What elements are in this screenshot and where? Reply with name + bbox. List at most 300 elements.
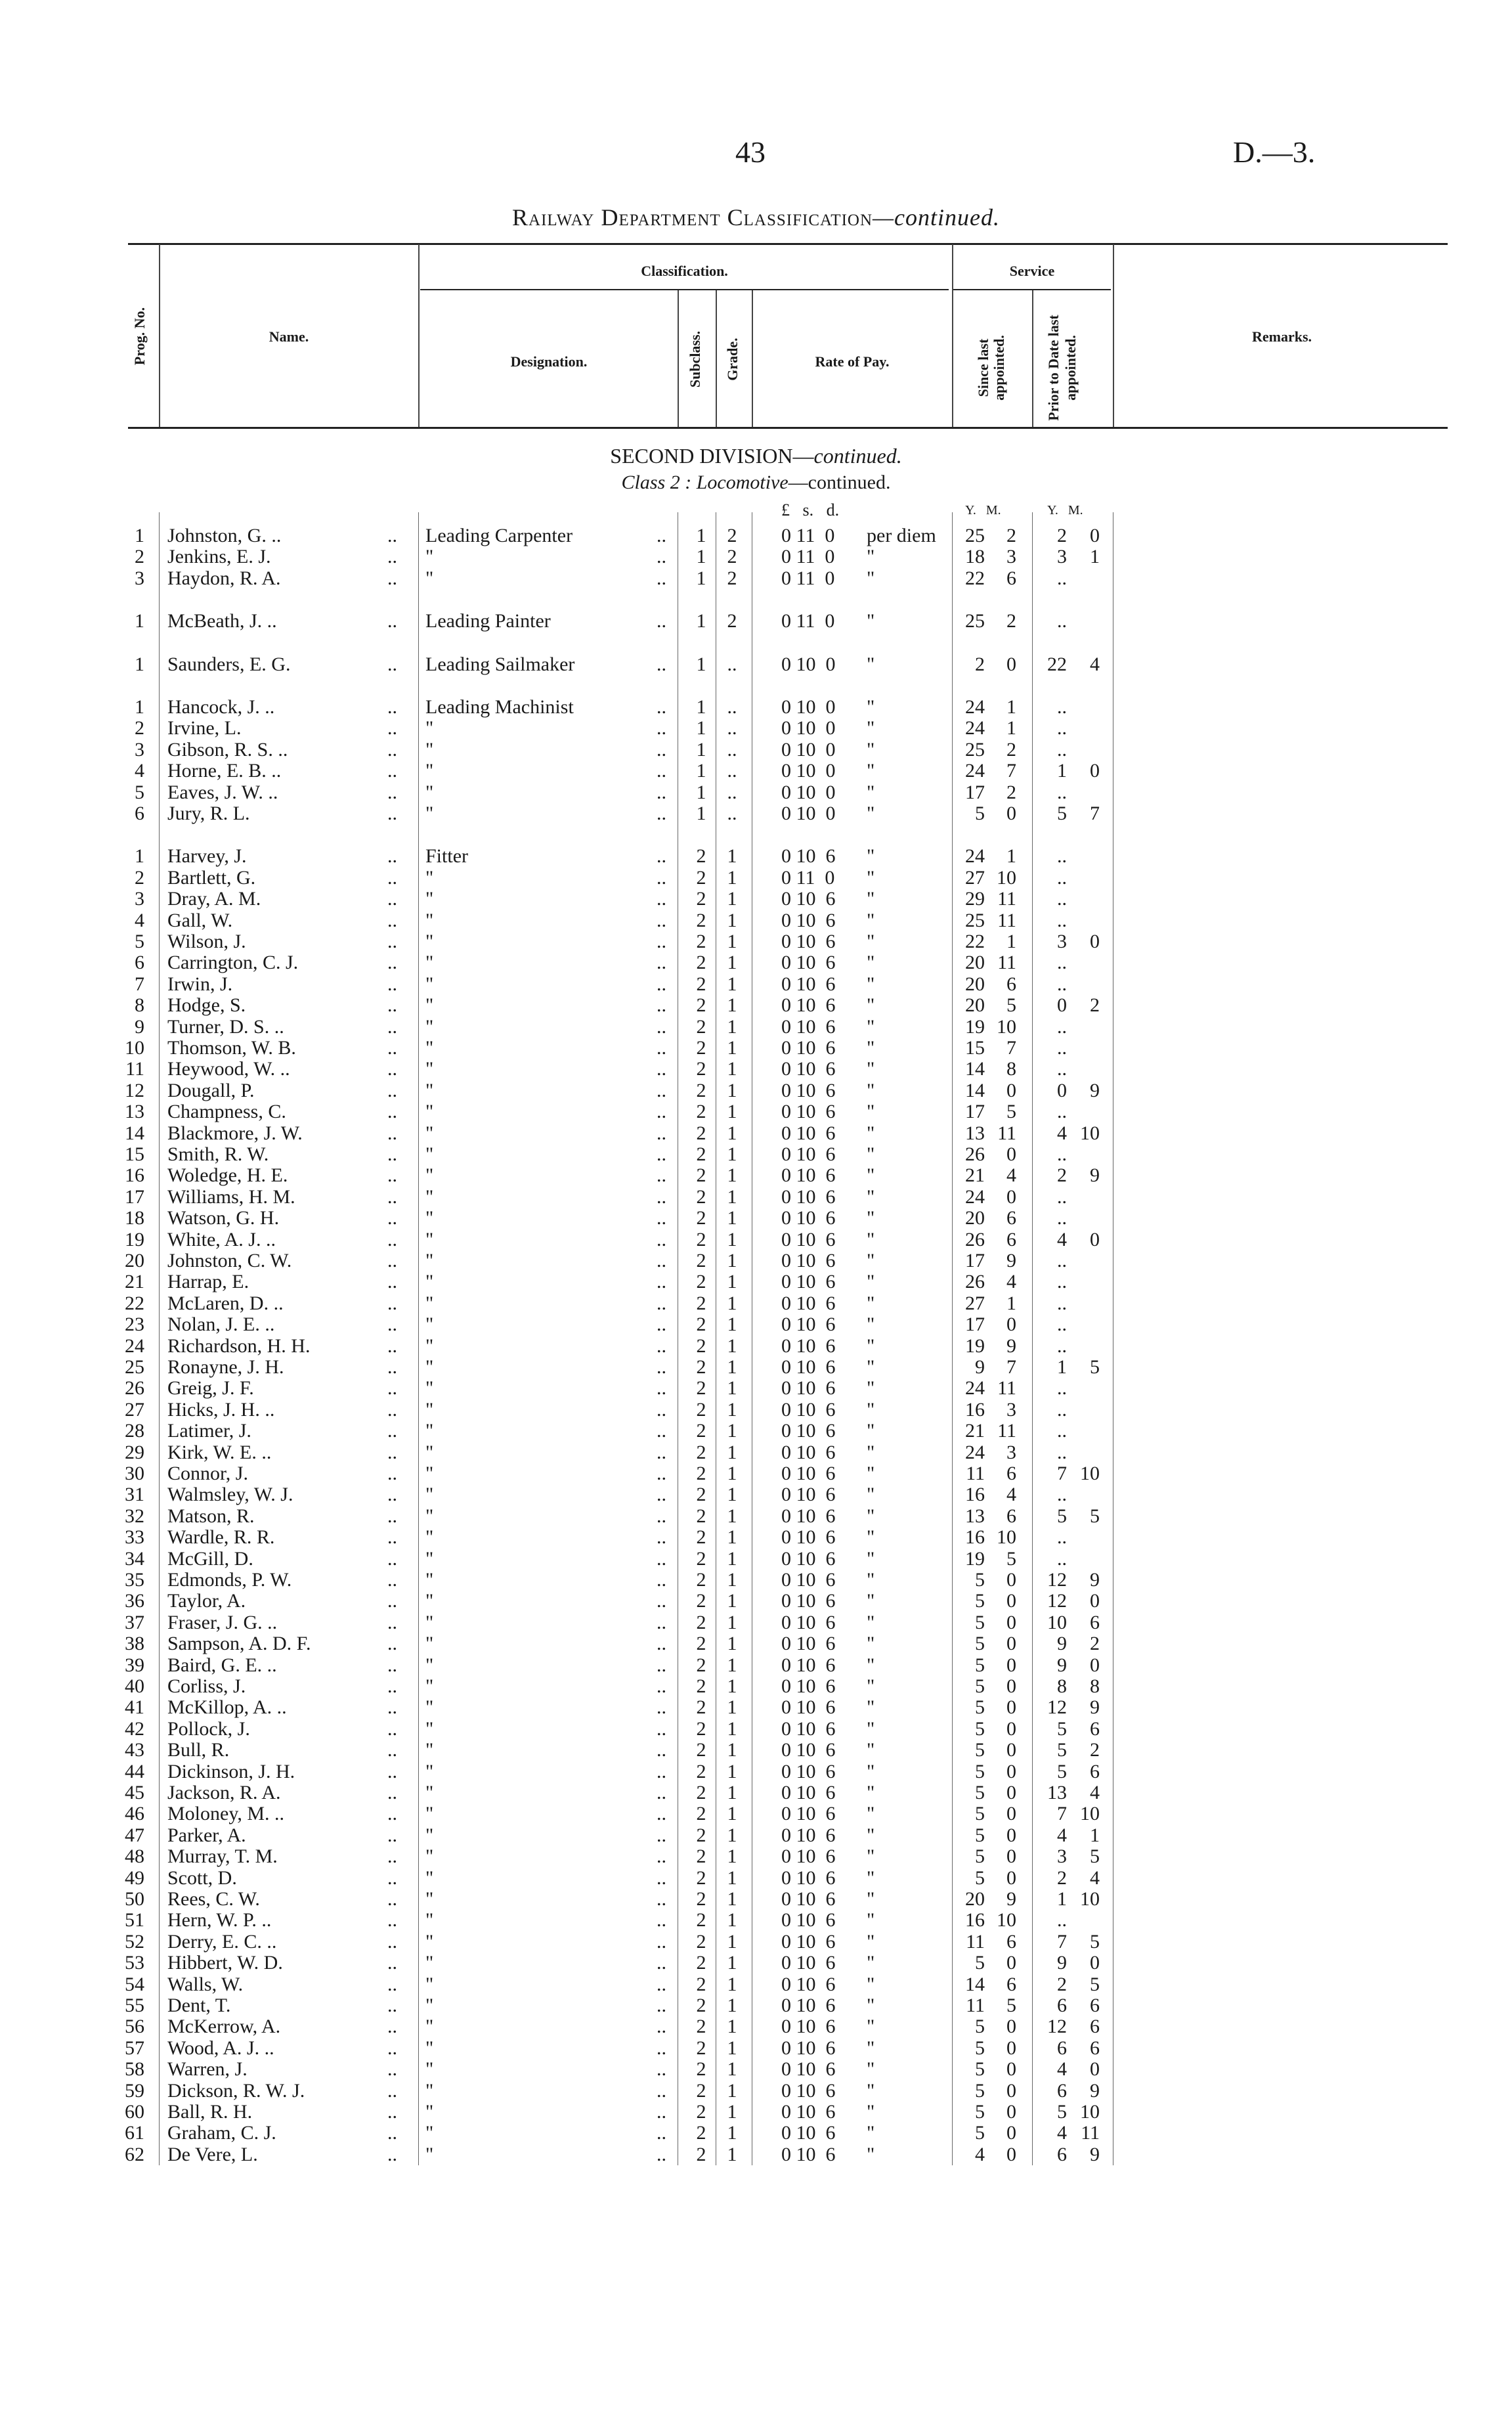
leader-dots: ..	[657, 1463, 666, 1484]
since-years: 5	[975, 1718, 985, 1740]
prior-months: 10	[1080, 1888, 1100, 1910]
leader-dots: ..	[657, 1377, 666, 1399]
table-row	[0, 1570, 1512, 1591]
rate-of-pay: 0 10 6	[781, 2144, 836, 2165]
prog-no: 57	[125, 2037, 144, 2059]
leader-dots: ..	[387, 1058, 397, 1080]
employee-name: Gibson, R. S. ..	[167, 739, 288, 761]
grade: 1	[727, 1442, 737, 1463]
table-row	[0, 1868, 1512, 1889]
leader-dots: ..	[657, 1995, 666, 2016]
leader-dots: ..	[387, 1016, 397, 1038]
pay-period: "	[867, 1186, 875, 1208]
page-number: 43	[735, 135, 766, 169]
employee-name: Dent, T.	[167, 1995, 231, 2016]
leader-dots: ..	[387, 1313, 397, 1335]
since-months: 0	[1006, 1696, 1016, 1718]
grade: 1	[727, 1335, 737, 1357]
table-row	[0, 1144, 1512, 1165]
prior-months: 0	[1090, 1229, 1100, 1250]
since-months: 1	[1006, 696, 1016, 718]
subclass: 1	[696, 653, 706, 675]
since-months: 1	[1006, 717, 1016, 739]
table-row	[0, 611, 1512, 632]
table-row	[0, 2102, 1512, 2123]
prog-no: 8	[135, 994, 144, 1016]
header-divider	[752, 290, 753, 427]
leader-dots: ..	[657, 2016, 666, 2037]
employee-name: Edmonds, P. W.	[167, 1569, 292, 1591]
leader-dots: ..	[657, 994, 666, 1016]
rate-of-pay: 0 10 6	[781, 1824, 836, 1846]
header-divider	[716, 290, 717, 427]
since-months: 3	[1006, 1399, 1016, 1421]
designation: "	[425, 717, 434, 739]
rate-of-pay: 0 10 6	[781, 910, 836, 931]
table-row	[0, 1719, 1512, 1740]
since-months: 0	[1006, 2037, 1016, 2059]
designation: "	[425, 2122, 434, 2144]
leader-dots: ..	[387, 1548, 397, 1570]
designation: Fitter	[425, 845, 468, 867]
leader-dots: ..	[657, 1931, 666, 1953]
designation: "	[425, 1037, 434, 1059]
grade: 1	[727, 1229, 737, 1250]
subclass: 2	[696, 1675, 706, 1697]
prior-months: 10	[1080, 1463, 1100, 1484]
prior-months: 6	[1090, 2016, 1100, 2037]
designation: "	[425, 2080, 434, 2102]
designation: "	[425, 739, 434, 761]
employee-name: Gall, W.	[167, 910, 233, 931]
since-years: 16	[965, 1909, 985, 1931]
since-years: 24	[965, 717, 985, 739]
designation: "	[425, 2058, 434, 2080]
leader-dots: ..	[387, 1442, 397, 1463]
since-years: 14	[965, 1080, 985, 1101]
leader-dots: ..	[657, 1718, 666, 1740]
subclass: 2	[696, 1250, 706, 1271]
subclass: 2	[696, 1356, 706, 1378]
leader-dots: ..	[387, 1250, 397, 1271]
leader-dots: ..	[657, 1164, 666, 1186]
table-row	[0, 1378, 1512, 1399]
pay-period: "	[867, 2080, 875, 2102]
subclass: 2	[696, 1122, 706, 1144]
prog-no: 26	[125, 1377, 144, 1399]
leader-dots: ..	[657, 1548, 666, 1570]
grade: ..	[727, 739, 737, 761]
prog-no: 58	[125, 2058, 144, 2080]
designation: "	[425, 2016, 434, 2037]
since-months: 0	[1006, 1633, 1016, 1654]
since-years: 5	[975, 1803, 985, 1824]
since-months: 6	[1006, 567, 1016, 589]
header-divider	[159, 244, 160, 427]
designation: "	[425, 1505, 434, 1527]
rate-of-pay: 0 10 0	[781, 696, 836, 718]
leader-dots: ..	[387, 1484, 397, 1505]
table-row	[0, 868, 1512, 889]
rate-of-pay: 0 10 6	[781, 1101, 836, 1122]
prior-years: 12	[1047, 2016, 1067, 2037]
leader-dots: ..	[387, 1526, 397, 1548]
employee-name: Horne, E. B. ..	[167, 760, 282, 782]
rate-of-pay: 0 10 6	[781, 1016, 836, 1038]
prior-years: ..	[1057, 1186, 1067, 1208]
leader-dots: ..	[657, 1654, 666, 1676]
leader-dots: ..	[657, 1845, 666, 1867]
pay-period: "	[867, 1974, 875, 1995]
table-row	[0, 697, 1512, 718]
leader-dots: ..	[387, 696, 397, 718]
grade: 1	[727, 1526, 737, 1548]
table-row	[0, 1400, 1512, 1421]
prior-months: 10	[1080, 2101, 1100, 2123]
leader-dots: ..	[387, 1143, 397, 1165]
pay-period: "	[867, 2058, 875, 2080]
prog-no: 36	[125, 1590, 144, 1612]
since-years: 5	[975, 1633, 985, 1654]
leader-dots: ..	[657, 1761, 666, 1782]
leader-dots: ..	[657, 1484, 666, 1505]
grade: 1	[727, 1931, 737, 1953]
leader-dots: ..	[657, 1612, 666, 1633]
subclass: 2	[696, 1739, 706, 1761]
prior-years: ..	[1057, 1058, 1067, 1080]
prog-no: 17	[125, 1186, 144, 1208]
grade: 1	[727, 1888, 737, 1910]
pay-period: "	[867, 1484, 875, 1505]
pay-period: "	[867, 1377, 875, 1399]
prior-years: ..	[1057, 973, 1067, 995]
since-months: 11	[997, 888, 1016, 910]
grade: 2	[727, 546, 737, 567]
prog-no: 16	[125, 1164, 144, 1186]
designation: "	[425, 760, 434, 782]
table-row	[0, 1336, 1512, 1357]
subclass: 2	[696, 1058, 706, 1080]
leader-dots: ..	[387, 653, 397, 675]
service-header: Service	[1009, 263, 1055, 279]
pay-period: "	[867, 1782, 875, 1803]
designation: "	[425, 1335, 434, 1357]
leader-dots: ..	[387, 1867, 397, 1889]
prog-no: 34	[125, 1548, 144, 1570]
leader-dots: ..	[657, 1016, 666, 1038]
since-years: 19	[965, 1548, 985, 1570]
since-months: 0	[1006, 653, 1016, 675]
name-header: Name.	[269, 328, 309, 345]
since-years: 25	[965, 610, 985, 632]
prior-months: 10	[1080, 1122, 1100, 1144]
since-months: 0	[1006, 1824, 1016, 1846]
prior-years: ..	[1057, 1442, 1067, 1463]
leader-dots: ..	[387, 1782, 397, 1803]
prog-no: 27	[125, 1399, 144, 1421]
rate-of-pay: 0 11 0	[781, 567, 835, 589]
leader-dots: ..	[657, 1675, 666, 1697]
leader-dots: ..	[657, 2144, 666, 2165]
employee-name: Graham, C. J.	[167, 2122, 276, 2144]
prog-no: 1	[135, 845, 144, 867]
table-row	[0, 1314, 1512, 1335]
table-row	[0, 1357, 1512, 1378]
since-months: 0	[1006, 2058, 1016, 2080]
designation: "	[425, 803, 434, 824]
since-years: 22	[965, 931, 985, 952]
prior-years: ..	[1057, 1037, 1067, 1059]
pay-period: "	[867, 717, 875, 739]
prior-years: ..	[1057, 1399, 1067, 1421]
since-years: 5	[975, 1782, 985, 1803]
designation: "	[425, 1952, 434, 1974]
subclass: 1	[696, 782, 706, 803]
grade: 1	[727, 1250, 737, 1271]
leader-dots: ..	[657, 1080, 666, 1101]
prior-years: 2	[1057, 1867, 1067, 1889]
leader-dots: ..	[657, 1505, 666, 1527]
since-months: 6	[1006, 1931, 1016, 1953]
pay-period: "	[867, 2144, 875, 2165]
page-reference: D.—3.	[1233, 135, 1316, 169]
subclass: 1	[696, 803, 706, 824]
since-years: 20	[965, 1207, 985, 1229]
rate-of-pay: 0 10 6	[781, 1803, 836, 1824]
leader-dots: ..	[387, 1696, 397, 1718]
employee-name: Watson, G. H.	[167, 1207, 280, 1229]
grade: 1	[727, 1590, 737, 1612]
pay-period: "	[867, 1335, 875, 1357]
since-months: 10	[997, 1526, 1016, 1548]
since-months: 0	[1006, 2122, 1016, 2144]
prog-no: 49	[125, 1867, 144, 1889]
rate-of-pay: 0 10 6	[781, 1080, 836, 1101]
pay-period: "	[867, 546, 875, 567]
rate-of-pay: 0 10 6	[781, 1761, 836, 1782]
table-row	[0, 525, 1512, 546]
leader-dots: ..	[387, 1399, 397, 1421]
rate-of-pay: 0 10 6	[781, 1569, 836, 1591]
prior-months: 1	[1090, 1824, 1100, 1846]
leader-dots: ..	[657, 1569, 666, 1591]
header-divider	[418, 244, 420, 427]
pay-period: per diem	[867, 525, 936, 546]
leader-dots: ..	[387, 610, 397, 632]
designation: "	[425, 1526, 434, 1548]
grade: 1	[727, 1058, 737, 1080]
leader-dots: ..	[387, 845, 397, 867]
leader-dots: ..	[387, 931, 397, 952]
designation: "	[425, 1016, 434, 1038]
since-years: 14	[965, 1974, 985, 1995]
pay-period: "	[867, 910, 875, 931]
pay-period: "	[867, 845, 875, 867]
leader-dots: ..	[657, 1696, 666, 1718]
prog-no: 13	[125, 1101, 144, 1122]
subclass: 2	[696, 1974, 706, 1995]
pay-period: "	[867, 2037, 875, 2059]
table-row	[0, 1910, 1512, 1931]
prog-no: 39	[125, 1654, 144, 1676]
designation: "	[425, 1101, 434, 1122]
since-months: 8	[1006, 1058, 1016, 1080]
subclass: 2	[696, 2016, 706, 2037]
pay-period: "	[867, 1548, 875, 1570]
leader-dots: ..	[387, 2080, 397, 2102]
designation: "	[425, 1399, 434, 1421]
employee-name: Derry, E. C. ..	[167, 1931, 277, 1953]
employee-name: Eaves, J. W. ..	[167, 782, 278, 803]
designation: "	[425, 1761, 434, 1782]
prior-years: ..	[1057, 1420, 1067, 1442]
prior-years: 5	[1057, 1761, 1067, 1782]
prog-no: 3	[135, 739, 144, 761]
since-years: 20	[965, 994, 985, 1016]
leader-dots: ..	[387, 2037, 397, 2059]
since-years: 5	[975, 2122, 985, 2144]
since-years: 5	[975, 1696, 985, 1718]
class-heading	[0, 472, 1512, 494]
grade: 1	[727, 1505, 737, 1527]
prior-years: 3	[1057, 1845, 1067, 1867]
employee-name: Carrington, C. J.	[167, 952, 299, 973]
pay-period: "	[867, 1101, 875, 1122]
employee-name: Kirk, W. E. ..	[167, 1442, 272, 1463]
since-years: 5	[975, 1612, 985, 1633]
rate-of-pay: 0 10 6	[781, 2058, 836, 2080]
leader-dots: ..	[387, 1590, 397, 1612]
leader-dots: ..	[657, 1356, 666, 1378]
table-row	[0, 1080, 1512, 1101]
pay-period: "	[867, 2101, 875, 2123]
pay-period: "	[867, 1442, 875, 1463]
grade: 1	[727, 2122, 737, 2144]
rate-of-pay: 0 10 6	[781, 1271, 836, 1292]
since-years: 19	[965, 1016, 985, 1038]
leader-dots: ..	[657, 1122, 666, 1144]
pay-period: "	[867, 1399, 875, 1421]
since-months: 6	[1006, 973, 1016, 995]
leader-dots: ..	[657, 739, 666, 761]
leader-dots: ..	[657, 1442, 666, 1463]
subclass: 2	[696, 1931, 706, 1953]
rate-of-pay: 0 10 6	[781, 1974, 836, 1995]
prior-months: 0	[1090, 2058, 1100, 2080]
table-row	[0, 1655, 1512, 1676]
table-row	[0, 803, 1512, 824]
employee-name: White, A. J. ..	[167, 1229, 276, 1250]
prior-years: 2	[1057, 525, 1067, 546]
pay-period: "	[867, 1164, 875, 1186]
prog-no: 41	[125, 1696, 144, 1718]
prog-no: 21	[125, 1271, 144, 1292]
table-row	[0, 1889, 1512, 1910]
employee-name: Parker, A.	[167, 1824, 246, 1846]
rate-of-pay: 0 10 0	[781, 653, 836, 675]
prior-years: 4	[1057, 1229, 1067, 1250]
leader-dots: ..	[387, 973, 397, 995]
grade: ..	[727, 782, 737, 803]
prior-years: 1	[1057, 760, 1067, 782]
employee-name: Latimer, J.	[167, 1420, 251, 1442]
prior-to-date-header: Prior to Date last appointed.	[1045, 315, 1079, 421]
since-years: 17	[965, 1101, 985, 1122]
grade: 1	[727, 973, 737, 995]
grade: 1	[727, 910, 737, 931]
since-months: 0	[1006, 1675, 1016, 1697]
prog-no: 5	[135, 782, 144, 803]
leader-dots: ..	[387, 994, 397, 1016]
table-row	[0, 2059, 1512, 2080]
prior-months: 4	[1090, 1782, 1100, 1803]
employee-name: Woledge, H. E.	[167, 1164, 288, 1186]
prior-months: 9	[1090, 2080, 1100, 2102]
rate-of-pay: 0 10 6	[781, 1675, 836, 1697]
grade: ..	[727, 803, 737, 824]
designation: "	[425, 1271, 434, 1292]
since-months: 9	[1006, 1250, 1016, 1271]
designation: "	[425, 1974, 434, 1995]
pay-period: "	[867, 1824, 875, 1846]
prog-no: 44	[125, 1761, 144, 1782]
leader-dots: ..	[387, 1974, 397, 1995]
since-months: 1	[1006, 931, 1016, 952]
subclass: 2	[696, 1612, 706, 1633]
designation: "	[425, 1612, 434, 1633]
table-row	[0, 1038, 1512, 1059]
designation: "	[425, 1867, 434, 1889]
prior-months: 7	[1090, 803, 1100, 824]
grade: 1	[727, 1164, 737, 1186]
prior-months: 2	[1090, 994, 1100, 1016]
prior-months: 2	[1090, 1739, 1100, 1761]
employee-name: Corliss, J.	[167, 1675, 246, 1697]
leader-dots: ..	[657, 1782, 666, 1803]
prior-years: ..	[1057, 717, 1067, 739]
leader-dots: ..	[387, 2058, 397, 2080]
grade: 1	[727, 1845, 737, 1867]
employee-name: Scott, D.	[167, 1867, 237, 1889]
subclass: 2	[696, 1718, 706, 1740]
rate-of-pay: 0 10 6	[781, 1037, 836, 1059]
header-divider	[678, 290, 679, 427]
designation: "	[425, 1420, 434, 1442]
prior-months: 0	[1090, 1590, 1100, 1612]
designation: Leading Painter	[425, 610, 551, 632]
table-row	[0, 1165, 1512, 1186]
leader-dots: ..	[657, 888, 666, 910]
since-years: 22	[965, 567, 985, 589]
since-months: 5	[1006, 1548, 1016, 1570]
designation: "	[425, 1080, 434, 1101]
since-years: 29	[965, 888, 985, 910]
pay-period: "	[867, 739, 875, 761]
header-top-rule	[128, 243, 1448, 245]
since-months: 2	[1006, 610, 1016, 632]
rate-of-pay: 0 10 6	[781, 1122, 836, 1144]
designation: "	[425, 1313, 434, 1335]
subclass: 2	[696, 1633, 706, 1654]
pay-period: "	[867, 1867, 875, 1889]
since-months: 0	[1006, 1143, 1016, 1165]
class-label: Class 2 : Locomotive	[621, 472, 788, 493]
employee-name: Dougall, P.	[167, 1080, 255, 1101]
rate-of-pay: 0 10 6	[781, 1250, 836, 1271]
subclass: 1	[696, 567, 706, 589]
table-row	[0, 1549, 1512, 1570]
employee-name: Irvine, L.	[167, 717, 242, 739]
